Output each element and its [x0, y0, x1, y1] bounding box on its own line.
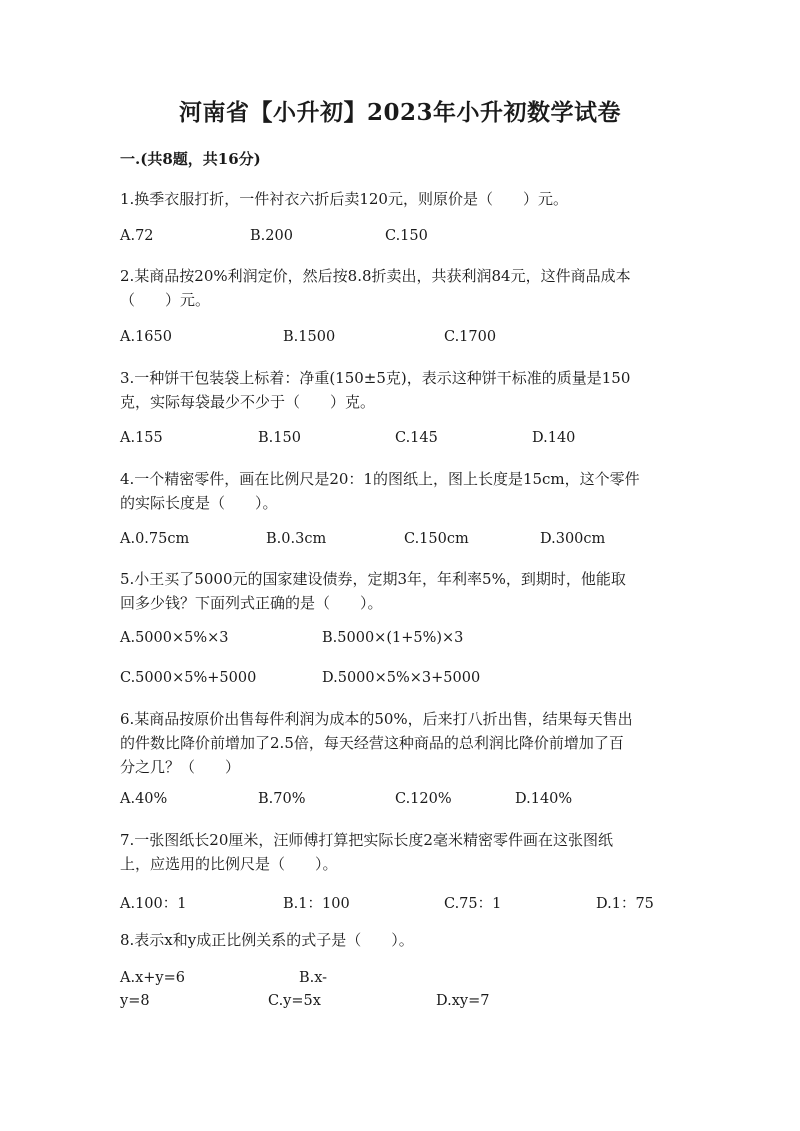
option-b: B.1：100: [283, 896, 350, 912]
option-d: D.xy=7: [436, 993, 490, 1009]
option-b: B.1500: [283, 329, 336, 345]
option-d: D.5000×5%×3+5000: [322, 670, 481, 686]
question-text: 的件数比降价前增加了2.5倍，每天经营这种商品的总利润比降价前增加了百: [120, 734, 624, 752]
question-text: 6.某商品按原价出售每件利润为成本的50%，后来打八折出售，结果每天售出: [120, 710, 633, 728]
question-8: [120, 928, 680, 952]
question-7: [120, 828, 680, 876]
option-d: D.140%: [515, 791, 573, 807]
option-a: A.100：1: [120, 896, 187, 912]
question-1: [120, 187, 680, 211]
question-2: [120, 264, 680, 312]
question-text: 3.一种饼干包装袋上标着：净重(150±5克)，表示这种饼干标准的质量是150: [120, 369, 631, 387]
option-b-continued: y=8: [120, 993, 150, 1009]
question-text: 8.表示x和y成正比例关系的式子是（ ）。: [120, 931, 414, 949]
question-3: [120, 366, 680, 414]
question-6: [120, 707, 680, 779]
question-text: 分之几？（ ）: [120, 758, 241, 776]
option-d: D.1：75: [596, 896, 654, 912]
section-heading: 一.(共8题，共16分): [120, 150, 261, 168]
option-a: A.155: [120, 430, 163, 446]
option-a: A.40%: [120, 791, 168, 807]
option-c: C.5000×5%+5000: [120, 670, 257, 686]
option-b: B.200: [250, 228, 293, 244]
question-text: 上，应选用的比例尺是（ ）。: [120, 855, 338, 873]
option-a: A.x+y=6: [120, 970, 185, 986]
option-c: C.145: [395, 430, 438, 446]
question-text: （ ）元。: [120, 291, 211, 309]
option-a: A.0.75cm: [120, 531, 190, 547]
question-text: 7.一张图纸长20厘米，汪师傅打算把实际长度2毫米精密零件画在这张图纸: [120, 831, 613, 849]
option-c: C.150: [385, 228, 428, 244]
option-d: D.300cm: [540, 531, 606, 547]
question-text: 1.换季衣服打折，一件衬衣六折后卖120元，则原价是（ ）元。: [120, 190, 568, 208]
question-text: 的实际长度是（ ）。: [120, 494, 278, 512]
option-d: D.140: [532, 430, 576, 446]
question-text: 回多少钱？下面列式正确的是（ ）。: [120, 594, 383, 612]
option-c: C.150cm: [404, 531, 469, 547]
option-c: C.1700: [444, 329, 497, 345]
question-5: [120, 567, 680, 615]
question-text: 5.小王买了5000元的国家建设债券，定期3年，年利率5%，到期时，他能取: [120, 570, 626, 588]
page-title: 河南省【小升初】2023年小升初数学试卷: [178, 99, 621, 126]
option-a: A.72: [120, 228, 154, 244]
option-b: B.x-: [299, 970, 328, 986]
option-a: A.5000×5%×3: [120, 630, 229, 646]
question-text: 2.某商品按20%利润定价，然后按8.8折卖出，共获利润84元，这件商品成本: [120, 267, 631, 285]
question-text: 4.一个精密零件，画在比例尺是20：1的图纸上，图上长度是15cm，这个零件: [120, 470, 640, 488]
option-b: B.70%: [258, 791, 306, 807]
question-4: [120, 467, 680, 515]
option-c: C.75：1: [444, 896, 502, 912]
option-a: A.1650: [120, 329, 172, 345]
option-c: C.120%: [395, 791, 452, 807]
option-c: C.y=5x: [268, 993, 321, 1009]
option-b: B.0.3cm: [266, 531, 327, 547]
option-b: B.150: [258, 430, 301, 446]
option-b: B.5000×(1+5%)×3: [322, 630, 464, 646]
question-text: 克，实际每袋最少不少于（ ）克。: [120, 393, 376, 411]
